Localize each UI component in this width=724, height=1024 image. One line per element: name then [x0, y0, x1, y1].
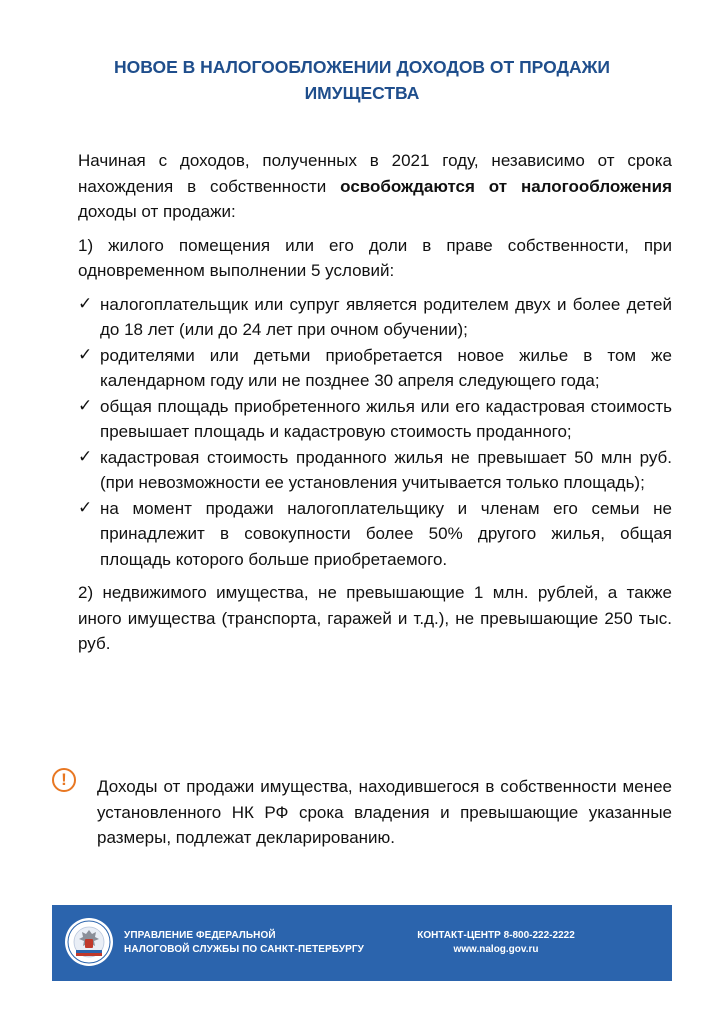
condition-text: налогоплательщик или супруг является родителем двух и более детей до 18 лет (или до 24 лет при очном обучении); — [100, 294, 672, 339]
footer-organization — [124, 929, 364, 957]
checkmark-icon: ✓ — [78, 293, 93, 314]
intro-bold-text: освобождаются от налогообложения — [340, 176, 672, 196]
footer-org-line-2: НАЛОГОВОЙ СЛУЖБЫ ПО САНКТ-ПЕТЕРБУРГУ — [124, 944, 364, 955]
page-title — [60, 54, 664, 106]
condition-text: кадастровая стоимость проданного жилья не превышает 50 млн руб. (при невозможности ее установления учитывается только площадь); — [100, 447, 672, 492]
checkmark-icon: ✓ — [78, 497, 93, 518]
website-link[interactable]: www.nalog.gov.ru — [453, 944, 539, 955]
checkmark-icon: ✓ — [78, 344, 93, 365]
title-line-1: НОВОЕ В НАЛОГООБЛОЖЕНИИ ДОХОДОВ ОТ ПРОДАЖИ — [114, 57, 610, 77]
list-item — [78, 292, 672, 343]
exclamation-circle-icon: ! — [52, 768, 76, 792]
list-item — [78, 496, 672, 573]
intro-text-1: Начиная с доходов, полученных в 2021 году, независимо от срока нахождения в собственности — [78, 151, 672, 196]
list-item — [78, 445, 672, 496]
point-2: 2) недвижимого имущества, не превышающие 1 млн. рублей, а также иного имущества (транспорта, гаражей и т.д.), не превышающие 250 тыс. руб. — [78, 583, 672, 653]
condition-text: на момент продажи налогоплательщику и членам его семьи не принадлежит в совокупности более 50% другого жилья, общая площадь которого больше приобретаемого. — [100, 498, 672, 569]
title-line-2: ИМУЩЕСТВА — [304, 83, 420, 103]
main-content — [78, 148, 672, 657]
condition-text: родителями или детьми приобретается новое жилье в том же календарном году или не позднее 30 апреля следующего года; — [100, 345, 672, 390]
footer-contacts — [416, 929, 576, 957]
warning-text: Доходы от продажи имущества, находившегося в собственности менее установленного НК РФ срока владения и превышающие указанные размеры, подлежат декларированию. — [97, 777, 672, 847]
condition-text: общая площадь приобретенного жилья или его кадастровая стоимость превышает площадь и кадастровую стоимость проданного; — [100, 396, 672, 441]
fns-emblem-icon — [64, 917, 114, 967]
intro-paragraph — [78, 148, 672, 225]
footer-org-line-1: УПРАВЛЕНИЕ ФЕДЕРАЛЬНОЙ — [124, 930, 276, 941]
intro-text-2: доходы от продажи: — [78, 202, 236, 221]
point-1: 1) жилого помещения или его доли в праве собственности, при одновременном выполнении 5 условий: — [78, 235, 672, 280]
checkmark-icon: ✓ — [78, 395, 93, 416]
list-item — [78, 343, 672, 394]
footer-bar — [52, 905, 672, 981]
list-item — [78, 394, 672, 445]
checkmark-icon: ✓ — [78, 446, 93, 467]
conditions-list — [78, 292, 672, 573]
contact-center-phone: КОНТАКТ-ЦЕНТР 8-800-222-2222 — [417, 930, 575, 941]
